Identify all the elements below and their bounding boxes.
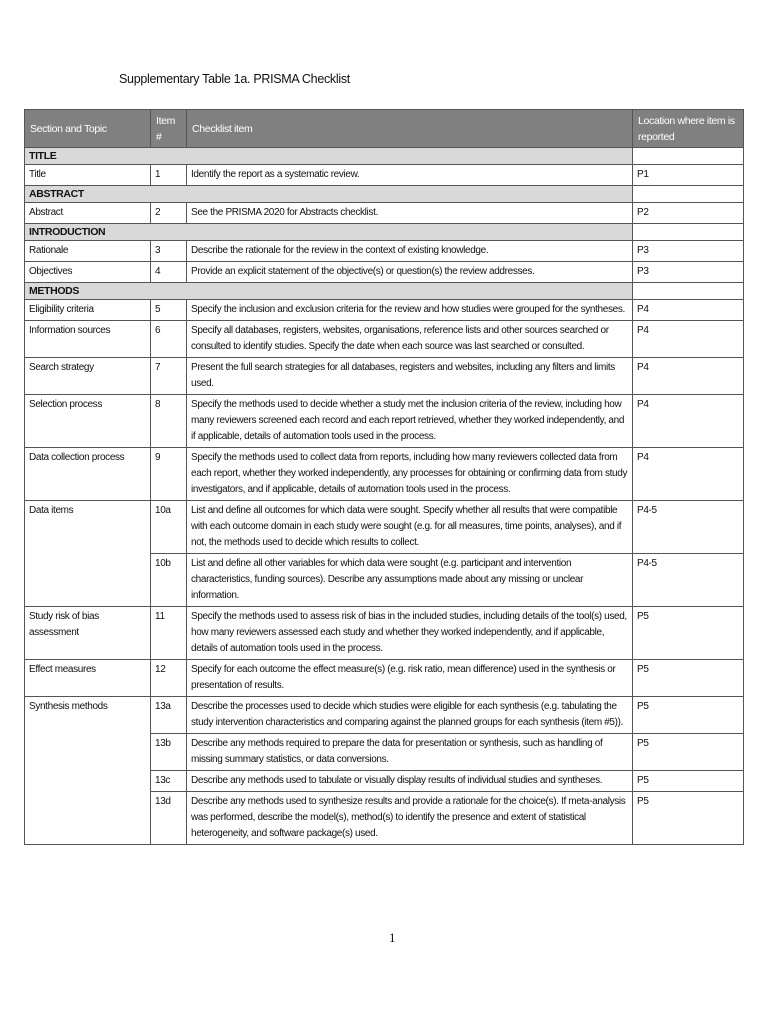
row-item-number: 13b bbox=[151, 734, 187, 771]
row-item-number: 13d bbox=[151, 792, 187, 845]
row-location: P4 bbox=[633, 448, 744, 501]
table-row bbox=[25, 697, 744, 734]
section-row-introduction bbox=[25, 224, 744, 241]
row-item-number: 13c bbox=[151, 771, 187, 792]
row-item-number: 10b bbox=[151, 554, 187, 607]
row-location: P5 bbox=[633, 734, 744, 771]
row-checklist-text: Describe any methods used to synthesize results and provide a rationale for the choice(s). If meta-analysis was performed, describe the model(s), method(s) to identify the presence and extent of statistical heterogeneity, and software package(s) used. bbox=[187, 792, 633, 845]
document-title: Supplementary Table 1a. PRISMA Checklist bbox=[119, 72, 350, 86]
header-item-number: Item # bbox=[151, 110, 187, 148]
table-row bbox=[25, 448, 744, 501]
row-topic: Eligibility criteria bbox=[25, 300, 151, 321]
row-item-number: 6 bbox=[151, 321, 187, 358]
row-checklist-text: Provide an explicit statement of the objective(s) or question(s) the review addresses. bbox=[187, 262, 633, 283]
row-checklist-text: List and define all outcomes for which data were sought. Specify whether all results that were compatible with each outcome domain in each study were sought (e.g. for all measures, time points, analyses), and if not, the methods used to decide which results to collect. bbox=[187, 501, 633, 554]
section-row-abstract bbox=[25, 186, 744, 203]
row-checklist-text: Identify the report as a systematic review. bbox=[187, 165, 633, 186]
table-row bbox=[25, 358, 744, 395]
row-checklist-text: Specify the methods used to collect data from reports, including how many reviewers collected data from each report, whether they worked independently, any processes for obtaining or confirming data from study investigators, and if applicable, details of automation tools used in the process. bbox=[187, 448, 633, 501]
row-topic: Synthesis methods bbox=[25, 697, 151, 845]
table-row bbox=[25, 262, 744, 283]
row-item-number: 11 bbox=[151, 607, 187, 660]
section-label: ABSTRACT bbox=[25, 186, 633, 203]
row-item-number: 5 bbox=[151, 300, 187, 321]
row-checklist-text: Specify for each outcome the effect measure(s) (e.g. risk ratio, mean difference) used in the synthesis or presentation of results. bbox=[187, 660, 633, 697]
row-topic: Objectives bbox=[25, 262, 151, 283]
table-row bbox=[25, 165, 744, 186]
row-checklist-text: Specify all databases, registers, websites, organisations, reference lists and other sources searched or consulted to identify studies. Specify the date when each source was last searched or consulted. bbox=[187, 321, 633, 358]
row-topic: Search strategy bbox=[25, 358, 151, 395]
table-row bbox=[25, 300, 744, 321]
row-location: P1 bbox=[633, 165, 744, 186]
table-row bbox=[25, 203, 744, 224]
row-location: P5 bbox=[633, 792, 744, 845]
header-section-topic: Section and Topic bbox=[25, 110, 151, 148]
row-topic: Rationale bbox=[25, 241, 151, 262]
section-row-title bbox=[25, 148, 744, 165]
row-topic: Selection process bbox=[25, 395, 151, 448]
row-item-number: 12 bbox=[151, 660, 187, 697]
row-topic: Effect measures bbox=[25, 660, 151, 697]
row-location: P5 bbox=[633, 771, 744, 792]
row-checklist-text: Describe the processes used to decide which studies were eligible for each synthesis (e.g. tabulating the study intervention characteristics and comparing against the planned groups for each synthesis (item #5)). bbox=[187, 697, 633, 734]
table-header-row bbox=[25, 110, 744, 148]
row-location: P4 bbox=[633, 300, 744, 321]
row-location: P5 bbox=[633, 660, 744, 697]
table-row bbox=[25, 660, 744, 697]
table-row bbox=[25, 501, 744, 554]
section-label: TITLE bbox=[25, 148, 633, 165]
row-topic: Information sources bbox=[25, 321, 151, 358]
row-topic: Data items bbox=[25, 501, 151, 607]
row-location: P2 bbox=[633, 203, 744, 224]
row-item-number: 9 bbox=[151, 448, 187, 501]
row-checklist-text: See the PRISMA 2020 for Abstracts checklist. bbox=[187, 203, 633, 224]
row-checklist-text: Specify the methods used to decide whether a study met the inclusion criteria of the review, including how many reviewers screened each record and each report retrieved, whether they worked independently, and if applicable, details of automation tools used in the process. bbox=[187, 395, 633, 448]
header-location: Location where item is reported bbox=[633, 110, 744, 148]
section-row-methods bbox=[25, 283, 744, 300]
page-number: 1 bbox=[389, 930, 396, 945]
row-location: P5 bbox=[633, 607, 744, 660]
row-checklist-text: Specify the inclusion and exclusion criteria for the review and how studies were grouped for the syntheses. bbox=[187, 300, 633, 321]
row-location: P3 bbox=[633, 241, 744, 262]
row-checklist-text: Describe the rationale for the review in the context of existing knowledge. bbox=[187, 241, 633, 262]
row-checklist-text: List and define all other variables for which data were sought (e.g. participant and intervention characteristics, funding sources). Describe any assumptions made about any missing or unclear information. bbox=[187, 554, 633, 607]
table-row bbox=[25, 607, 744, 660]
row-location: P3 bbox=[633, 262, 744, 283]
section-label: INTRODUCTION bbox=[25, 224, 633, 241]
row-location: P5 bbox=[633, 697, 744, 734]
row-checklist-text: Describe any methods required to prepare the data for presentation or synthesis, such as handling of missing summary statistics, or data conversions. bbox=[187, 734, 633, 771]
row-topic: Title bbox=[25, 165, 151, 186]
row-item-number: 8 bbox=[151, 395, 187, 448]
section-label: METHODS bbox=[25, 283, 633, 300]
row-item-number: 2 bbox=[151, 203, 187, 224]
row-item-number: 1 bbox=[151, 165, 187, 186]
row-location: P4 bbox=[633, 358, 744, 395]
row-item-number: 10a bbox=[151, 501, 187, 554]
row-item-number: 3 bbox=[151, 241, 187, 262]
row-checklist-text: Present the full search strategies for all databases, registers and websites, including any filters and limits used. bbox=[187, 358, 633, 395]
table-row bbox=[25, 395, 744, 448]
table-row bbox=[25, 241, 744, 262]
prisma-checklist-table bbox=[24, 109, 744, 845]
row-item-number: 7 bbox=[151, 358, 187, 395]
row-item-number: 13a bbox=[151, 697, 187, 734]
row-topic: Data collection process bbox=[25, 448, 151, 501]
row-topic: Study risk of bias assessment bbox=[25, 607, 151, 660]
row-location: P4-5 bbox=[633, 554, 744, 607]
row-topic: Abstract bbox=[25, 203, 151, 224]
row-item-number: 4 bbox=[151, 262, 187, 283]
row-location: P4-5 bbox=[633, 501, 744, 554]
table-row bbox=[25, 321, 744, 358]
row-location: P4 bbox=[633, 395, 744, 448]
row-checklist-text: Describe any methods used to tabulate or visually display results of individual studies and syntheses. bbox=[187, 771, 633, 792]
row-location: P4 bbox=[633, 321, 744, 358]
header-checklist-item: Checklist item bbox=[187, 110, 633, 148]
row-checklist-text: Specify the methods used to assess risk of bias in the included studies, including details of the tool(s) used, how many reviewers assessed each study and whether they worked independently, and if applicable, details of automation tools used in the process. bbox=[187, 607, 633, 660]
